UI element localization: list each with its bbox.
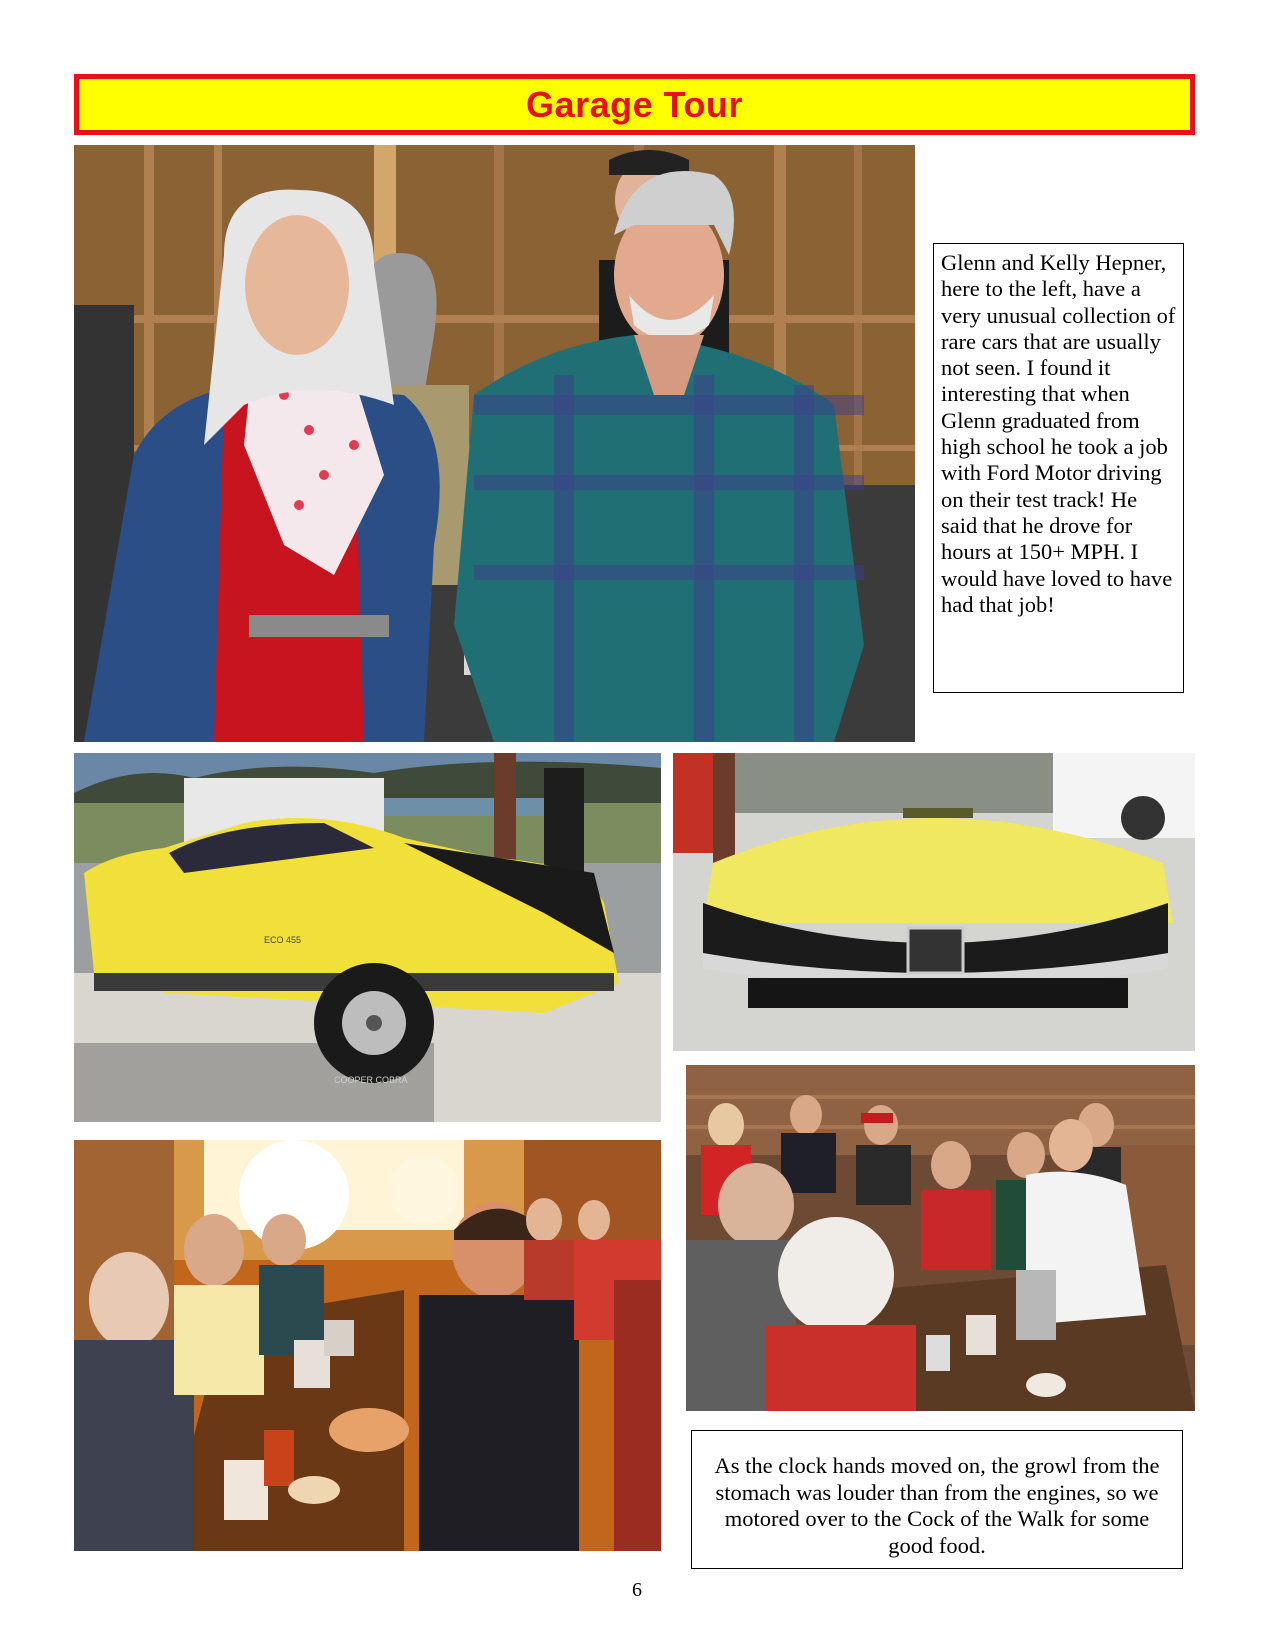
dinner-left-photo xyxy=(74,1140,661,1551)
food-caption xyxy=(691,1430,1183,1569)
dinner-right-photo xyxy=(686,1065,1195,1411)
page-title: Garage Tour xyxy=(526,83,743,125)
title-banner xyxy=(74,74,1195,135)
hepner-caption-text: Glenn and Kelly Hepner, here to the left, have a very unusual collection of rare cars that are usually not seen. I found it interesting that when Glenn graduated from high school he took a job with Ford Motor driving on their test track! He said that he drove for hours at 150+ MPH. I would have loved to have had that job! xyxy=(941,250,1176,617)
page-number: 6 xyxy=(632,1579,642,1601)
food-caption-text: As the clock hands moved on, the growl from the stomach was louder than from the engines, so we motored over to the Cock of the Walk for some good food. xyxy=(714,1453,1160,1558)
car-badge: ECO 455 xyxy=(264,935,302,945)
yellow-car-side-photo xyxy=(74,753,661,1122)
yellow-car-front-photo xyxy=(673,753,1195,1051)
hepners-photo xyxy=(74,145,915,742)
hepner-caption xyxy=(933,243,1184,693)
tire-text: COOPER COBRA xyxy=(334,1075,408,1085)
